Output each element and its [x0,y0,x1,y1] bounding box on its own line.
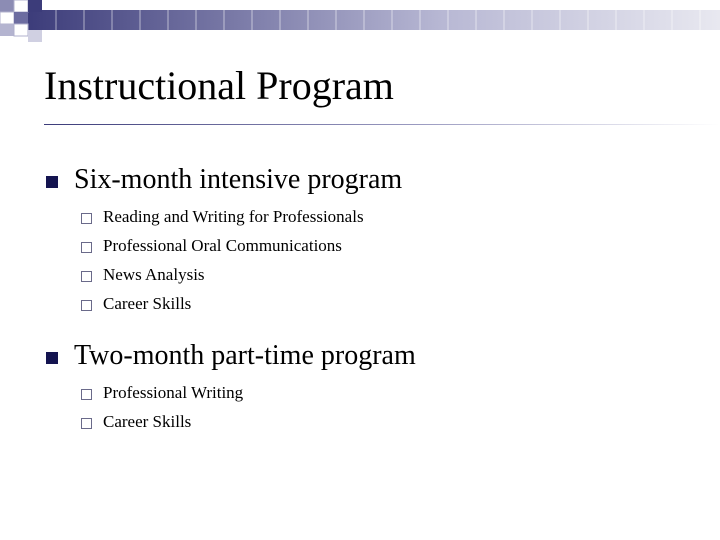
hollow-square-bullet-icon [81,213,92,224]
sub-bullet-item [44,206,704,235]
bullet-item-six-month [44,158,704,206]
sub-bullet-label: Reading and Writing for Professionals [103,207,364,226]
hollow-square-bullet-icon [81,242,92,253]
header-square [28,0,42,12]
square-bullet-icon [46,176,58,188]
header-square [28,30,42,42]
slide-title: Instructional Program [44,63,394,108]
bullet-item-two-month [44,334,704,382]
sub-bullet-item [44,235,704,264]
header-square [14,12,28,24]
sub-bullet-item [44,293,704,322]
hollow-square-bullet-icon [81,300,92,311]
hollow-square-bullet-icon [81,418,92,429]
header-square [14,24,28,36]
slide-content [44,158,704,452]
title-divider [44,124,720,125]
header-square [14,0,28,12]
sub-bullet-label: Professional Writing [103,383,244,402]
bullet-label: Six-month intensive program [74,164,403,195]
sub-bullet-item [44,411,704,440]
sublist-six-month [44,206,704,322]
header-square [0,24,14,36]
header-decoration [0,0,720,44]
sub-bullet-label: Career Skills [103,294,192,313]
hollow-square-bullet-icon [81,271,92,282]
header-square [0,0,14,12]
hollow-square-bullet-icon [81,389,92,400]
sub-bullet-item [44,264,704,293]
bullet-label: Two-month part-time program [74,340,416,371]
sublist-two-month [44,382,704,440]
sub-bullet-label: News Analysis [103,265,205,284]
header-square [0,12,14,24]
sub-bullet-label: Career Skills [103,412,192,431]
sub-bullet-item [44,382,704,411]
square-bullet-icon [46,352,58,364]
sub-bullet-label: Professional Oral Communications [103,236,342,255]
